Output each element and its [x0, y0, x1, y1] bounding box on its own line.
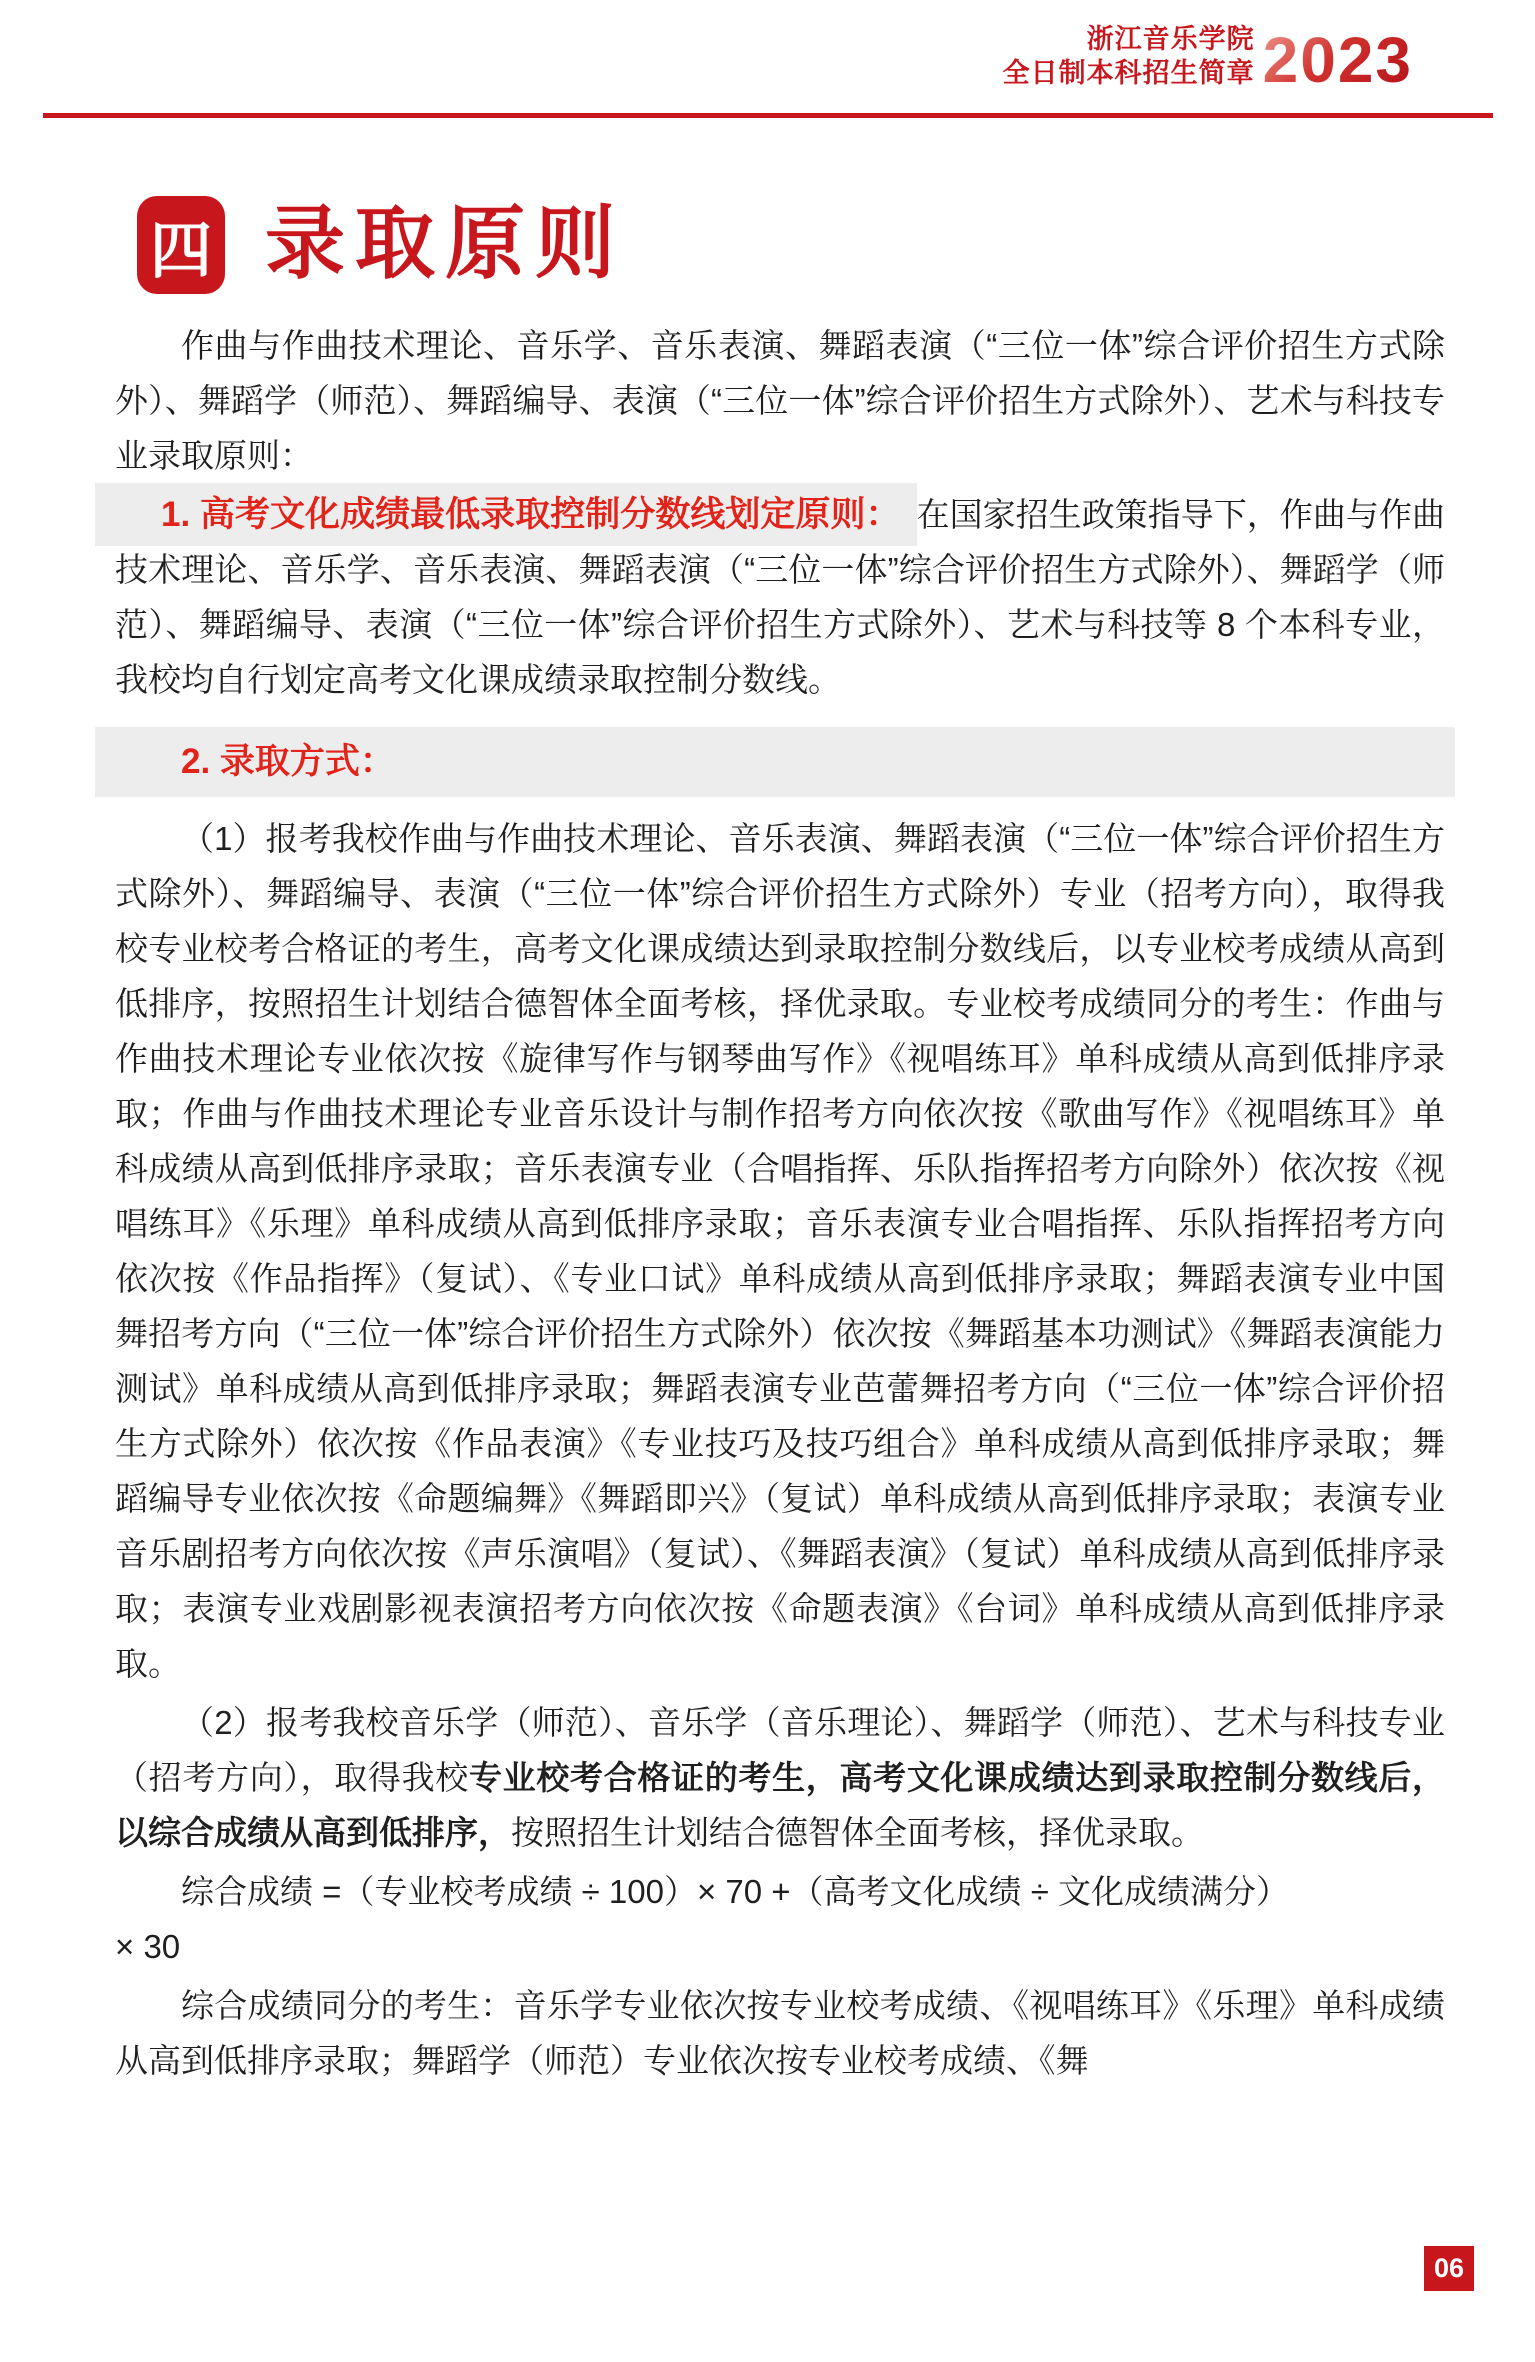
formula-paragraph: [115, 1864, 1445, 1974]
header-text-block: [1003, 22, 1255, 90]
tiebreak-paragraph: 综合成绩同分的考生：音乐学专业依次按专业校考成绩、《视唱练耳》《乐理》单科成绩从高到低排序录取；舞蹈学（师范）专业依次按专业校考成绩、《舞: [115, 1987, 1445, 2079]
rule1-paragraph: [115, 487, 1445, 707]
method1-paragraph: （1）报考我校作曲与作曲技术理论、音乐表演、舞蹈表演（“三位一体”综合评价招生方式除外）、舞蹈编导、表演（“三位一体”综合评价招生方式除外）专业（招考方向），取得我校专业校考合格证的考生，高考文化课成绩达到录取控制分数线后，以专业校考成绩从高到低排序，按照招生计划结合德智体全面考核，择优录取。专业校考成绩同分的考生：作曲与作曲技术理论专业依次按《旋律写作与钢琴曲写作》《视唱练耳》单科成绩从高到低排序录取；作曲与作曲技术理论专业音乐设计与制作招考方向依次按《歌曲写作》《视唱练耳》单科成绩从高到低排序录取；音乐表演专业（合唱指挥、乐队指挥招考方向除外）依次按《视唱练耳》《乐理》单科成绩从高到低排序录取；音乐表演专业合唱指挥、乐队指挥招考方向依次按《作品指挥》（复试）、《专业口试》单科成绩从高到低排序录取；舞蹈表演专业中国舞招考方向（“三位一体”综合评价招生方式除外）依次按《舞蹈基本功测试》《舞蹈表演能力测试》单科成绩从高到低排序录取；舞蹈表演专业芭蕾舞招考方向（“三位一体”综合评价招生方式除外）依次按《作品表演》《专业技巧及技巧组合》单科成绩从高到低排序录取；舞蹈编导专业依次按《命题编舞》《舞蹈即兴》（复试）单科成绩从高到低排序录取；表演专业音乐剧招考方向依次按《声乐演唱》（复试）、《舞蹈表演》（复试）单科成绩从高到低排序录取；表演专业戏剧影视表演招考方向依次按《命题表演》《台词》单科成绩从高到低排序录取。: [115, 820, 1445, 1682]
page-header: [1002, 22, 1413, 96]
content-body: [115, 318, 1445, 2088]
rule1-heading-highlight: 1. 高考文化成绩最低录取控制分数线划定原则：: [95, 483, 917, 546]
header-subtitle: 全日制本科招生简章: [1002, 58, 1255, 88]
method2-text-bold: 专业校考合格证的考生，高考文化课成绩达到录取控制分数线后，以综合成绩从高到低排序，: [115, 1759, 1446, 1851]
method2-paragraph: [115, 1695, 1445, 1860]
rule2-heading: 2. 录取方式：: [181, 742, 395, 781]
formula-line2: × 30: [115, 1928, 181, 1965]
method2-text-regular: （2）报考我校音乐学（师范）、音乐学（音乐理论）、舞蹈学（师范）、艺术与科技专业（招考方向），取得我校: [115, 1704, 1445, 1796]
header-divider-line: [43, 113, 1493, 118]
header-school-name: 浙江音乐学院: [1086, 24, 1255, 54]
section-heading: [137, 196, 625, 294]
page-number-badge: 06: [1424, 2246, 1474, 2291]
rule1-text: 在国家招生政策指导下，作曲与作曲技术理论、音乐学、音乐表演、舞蹈表演（“三位一体”综合评价招生方式除外）、舞蹈学（师范）、舞蹈编导、表演（“三位一体”综合评价招生方式除外）、艺术与科技等 8 个本科专业，我校均自行划定高考文化课成绩录取控制分数线。: [115, 496, 1445, 698]
rule2-heading-bar: [95, 727, 1455, 797]
section-title: 录取原则: [265, 201, 625, 289]
method2-text-tail: 按照招生计划结合德智体全面考核，择优录取。: [511, 1814, 1204, 1851]
section-number-badge: 四: [137, 196, 225, 294]
formula-line1: 综合成绩 =（专业校考成绩 ÷ 100）× 70 +（高考文化成绩 ÷ 文化成绩满分）: [181, 1873, 1289, 1910]
intro-paragraph: 作曲与作曲技术理论、音乐学、音乐表演、舞蹈表演（“三位一体”综合评价招生方式除外）、舞蹈学（师范）、舞蹈编导、表演（“三位一体”综合评价招生方式除外）、艺术与科技专业录取原则：: [115, 327, 1445, 474]
header-year: 2023: [1262, 24, 1413, 96]
